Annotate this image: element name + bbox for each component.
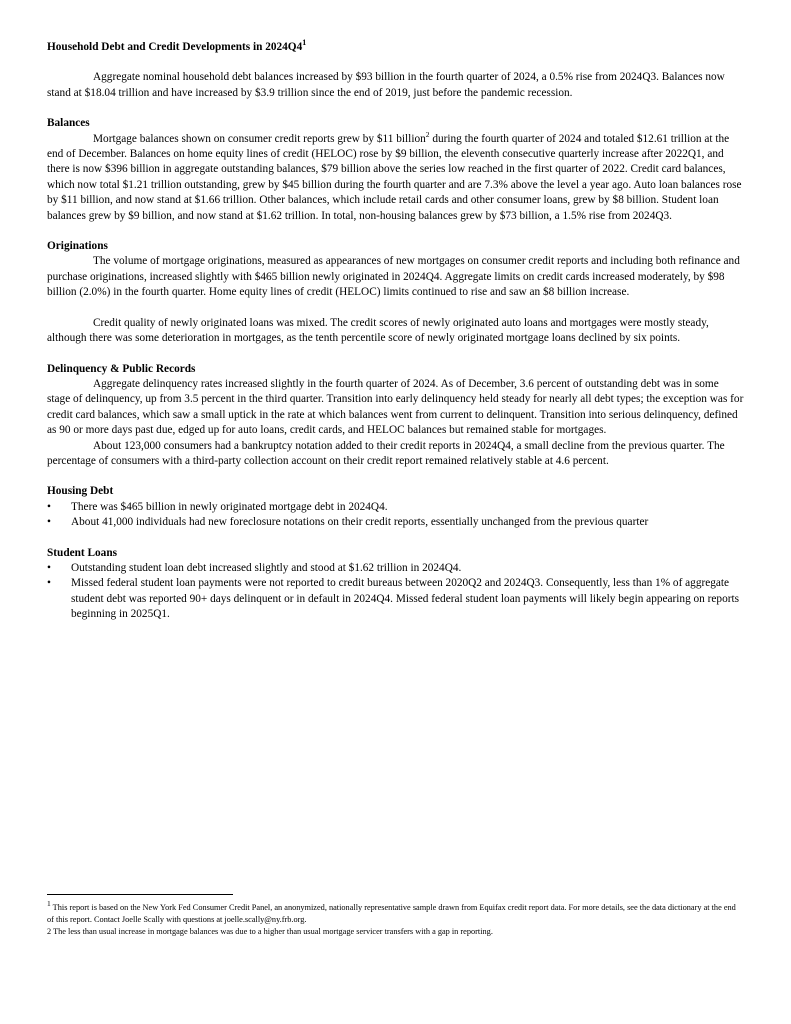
delinquency-paragraph-1: Aggregate delinquency rates increased slightly in the fourth quarter of 2024. As of December, 3.6 percent of outstanding debt was in some stage of delinquency, up from 3.5 percent in the third quarter. Transition into early delinquency held steady for nearly all debt types; the exception was for credit card balances, which saw a small uptick in the rate at which balances went from current to delinquent. Transition into serious delinquency, defined as 90 or more days past due, edged up for auto loans, credit cards, and HELOC balances but remained stable for mortgages. <box>47 377 744 437</box>
balances-heading: Balances <box>47 117 90 130</box>
footnote-divider <box>47 894 233 895</box>
housing-debt-heading: Housing Debt <box>47 485 114 498</box>
intro-paragraph: Aggregate nominal household debt balances increased by $93 billion in the fourth quarter of 2024, a 0.5% rise from 2024Q3. Balances now stand at $18.04 trillion and have increased by $3.9 trillion since the end of 2019, just before the pandemic recession. <box>47 71 725 99</box>
list-item <box>47 576 744 622</box>
student-loans-list <box>47 561 744 623</box>
balances-text-a: Mortgage balances shown on consumer credit reports grew by $11 billion <box>93 132 426 145</box>
originations-paragraph-2: Credit quality of newly originated loans was mixed. The credit scores of newly originated auto loans and mortgages were mostly steady, although there was some deterioration in mortgages, as the tenth percentile score of newly originated mortgage loans declined by six points. <box>47 316 709 345</box>
originations-heading: Originations <box>47 240 108 253</box>
balances-text-b: during the fourth quarter of 2024 and totaled $12.61 trillion at the end of December. Balances on home equity lines of credit (HELOC) rose by $9 billion, the eleventh consecutive quarterly increase after 2022Q1, and there is now $396 billion in aggregate outstanding balances, $79 billion above the series low reached in the first quarter of 2022. Credit card balances, which now total $1.21 trillion outstanding, grew by $45 billion during the fourth quarter and are 7.3% above the level a year ago. Auto loan balances rose by $11 billion, and now stand at $1.66 trillion. Other balances, which include retail cards and other consumer loans, grew by $8 billion. Student loan balances grew by $9 billion, and now stand at $1.62 trillion. In total, non-housing balances grew by $73 billion, a 1.5% rise from 2024Q3. <box>47 132 742 222</box>
footnote-2: 2 The less than usual increase in mortgage balances was due to a higher than usual mortgage servicer transfers with a gap in reporting. <box>47 927 493 937</box>
footnotes <box>47 899 744 939</box>
bullet-icon: • <box>47 516 51 529</box>
housing-debt-list <box>47 500 744 531</box>
list-item <box>47 500 744 515</box>
footnote-1 <box>47 899 744 926</box>
delinquency-heading: Delinquency & Public Records <box>47 362 196 375</box>
delinquency-paragraph-2: About 123,000 consumers had a bankruptcy notation added to their credit reports in 2024Q4, a small decline from the previous quarter. The percentage of consumers with a third-party collection account on their credit report remained relatively stable at 4.6 percent. <box>47 439 725 467</box>
bullet-icon: • <box>47 577 51 590</box>
list-item <box>47 561 744 576</box>
balances-paragraph <box>47 129 744 224</box>
originations-paragraph-1: The volume of mortgage originations, measured as appearances of new mortgages on consumer credit reports and including both refinance and purchase originations, increased slightly with $465 billion newly originated in 2024Q4. Aggregate limits on credit cards increased moderately, by $98 billion (2.0%) in the fourth quarter. Home equity lines of credit (HELOC) limits continued to rise and saw an $8 billion increase. <box>47 255 740 299</box>
page-title-text: Household Debt and Credit Developments in 2024Q4 <box>47 41 303 53</box>
list-item-text: There was $465 billion in newly originated mortgage debt in 2024Q4. <box>71 500 388 513</box>
page-title <box>47 40 744 55</box>
list-item-text: About 41,000 individuals had new foreclosure notations on their credit reports, essentially unchanged from the previous quarter <box>71 516 649 529</box>
bullet-icon: • <box>47 561 51 574</box>
footnote-1-text: This report is based on the New York Fed Consumer Credit Panel, an anonymized, nationally representative sample drawn from Equifax credit report data. For more details, see the data dictionary at the end of this report. Contact Joelle Scally with questions at joelle.scally@ny.frb.org. <box>47 903 736 925</box>
footnote-1-mark: 1 <box>47 899 51 909</box>
bullet-icon: • <box>47 500 51 513</box>
list-item <box>47 515 744 530</box>
footnote-ref-2[interactable]: 2 <box>425 129 430 139</box>
list-item-text: Outstanding student loan debt increased slightly and stood at $1.62 trillion in 2024Q4. <box>71 561 462 574</box>
student-loans-heading: Student Loans <box>47 546 118 559</box>
list-item-text: Missed federal student loan payments were not reported to credit bureaus between 2020Q2 and 2024Q3. Consequently, less than 1% of aggregate student debt was reported 90+ days delinquent or in default in 2024Q4. Missed federal student loan payments will likely begin appearing on reports beginning in 2025Q1. <box>71 577 740 621</box>
footnote-ref-1[interactable]: 1 <box>302 38 307 48</box>
document-body <box>47 40 744 623</box>
